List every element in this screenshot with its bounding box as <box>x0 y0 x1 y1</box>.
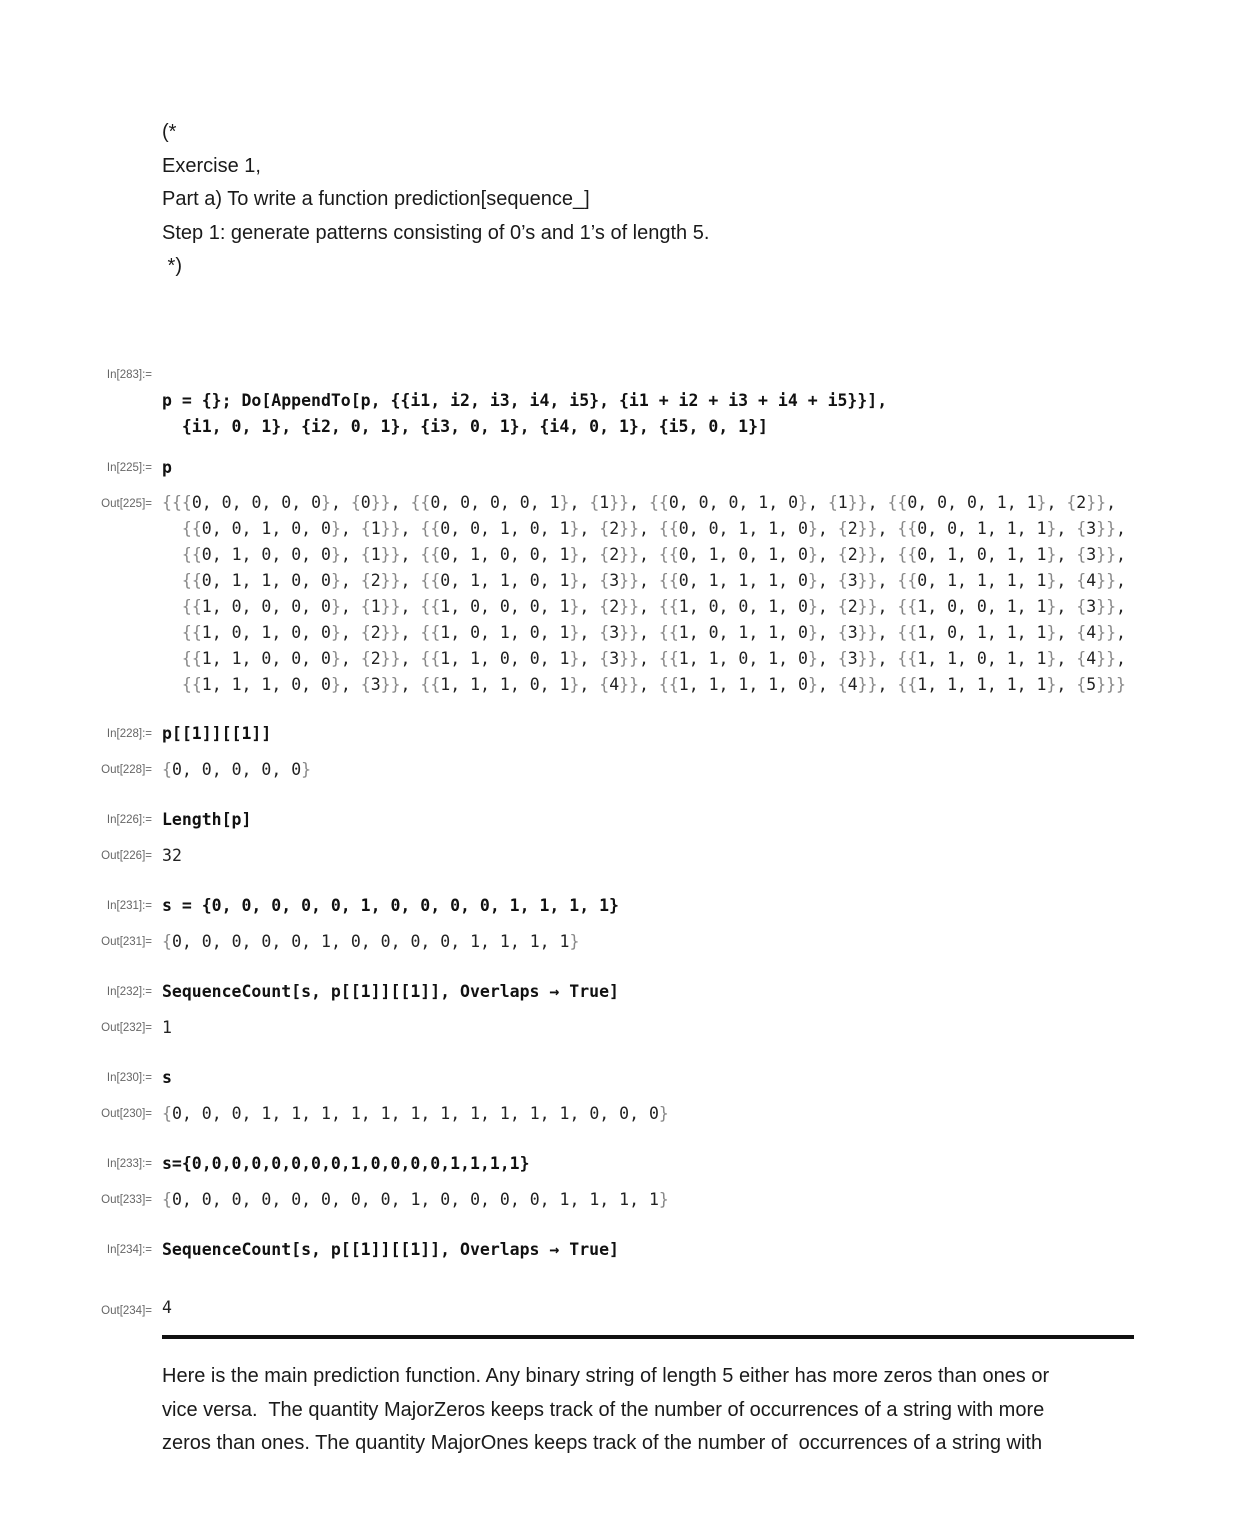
cell-label: Out[234]= <box>101 1305 152 1317</box>
cell-output-line: {0, 0, 0, 1, 1, 1, 1, 1, 1, 1, 1, 1, 1, 1, 0, 0, 0} <box>162 1104 669 1123</box>
cell-code-line: p <box>162 458 172 477</box>
text-cell[interactable] <box>162 1360 1152 1461</box>
cell-label: In[232]:= <box>106 986 152 998</box>
cell-code-line: SequenceCount[s, p[[1]][[1]], Overlaps → True] <box>162 982 619 1001</box>
cell-label: Out[228]= <box>101 764 152 776</box>
comment-line: Step 1: generate patterns consisting of 0’s and 1’s of length 5. <box>162 221 710 244</box>
cell-code-line: s={0,0,0,0,0,0,0,0,1,0,0,0,0,1,1,1,1} <box>162 1154 530 1173</box>
comment-line: Part a) To write a function prediction[sequence_] <box>162 188 590 210</box>
cell-label: In[231]:= <box>106 900 152 912</box>
comment-cell[interactable] <box>162 116 709 284</box>
section-divider <box>162 1335 1134 1339</box>
cell-code-line: s <box>162 1068 172 1087</box>
cell-label: In[226]:= <box>106 814 152 826</box>
cell-label: In[234]:= <box>106 1244 152 1256</box>
cell-output-line: {0, 0, 0, 0, 0, 0, 0, 0, 1, 0, 0, 0, 0, 1, 1, 1, 1} <box>162 1190 669 1209</box>
cell-label: In[233]:= <box>106 1158 152 1170</box>
cell-label: Out[231]= <box>101 936 152 948</box>
cell-output-line: 4 <box>162 1298 172 1317</box>
comment-line: *) <box>162 255 182 277</box>
cell-output-line: 1 <box>162 1018 172 1037</box>
cell-label: In[230]:= <box>106 1072 152 1084</box>
text-line: vice versa. The quantity MajorZeros keeps track of the number of occurrences of a string with more <box>162 1398 1045 1421</box>
cell-output-line: {{0, 1, 0, 0, 0}, {1}}, {{0, 1, 0, 0, 1}, {2}}, {{0, 1, 0, 1, 0}, {2}}, {{0, 1, 0, 1, 1}, {3}}, <box>181 545 1126 564</box>
cell-code-line: p[[1]][[1]] <box>162 724 272 743</box>
cell-label: In[225]:= <box>106 462 152 474</box>
cell-code-line: SequenceCount[s, p[[1]][[1]], Overlaps → True] <box>162 1240 619 1259</box>
cell-output-line: {{0, 0, 1, 0, 0}, {1}}, {{0, 0, 1, 0, 1}, {2}}, {{0, 0, 1, 1, 0}, {2}}, {{0, 0, 1, 1, 1}, {3}}, <box>181 519 1126 538</box>
cell-label: Out[232]= <box>101 1022 152 1034</box>
comment-line: (* <box>162 121 177 143</box>
cell-label: Out[230]= <box>101 1108 152 1120</box>
cell-output-line: {{1, 0, 1, 0, 0}, {2}}, {{1, 0, 1, 0, 1}, {3}}, {{1, 0, 1, 1, 0}, {3}}, {{1, 0, 1, 1, 1}, {4}}, <box>181 623 1126 642</box>
cell-code-line: {i1, 0, 1}, {i2, 0, 1}, {i3, 0, 1}, {i4, 0, 1}, {i5, 0, 1}] <box>162 417 768 436</box>
cell-label: In[228]:= <box>106 728 152 740</box>
text-line: zeros than ones. The quantity MajorOnes keeps track of the number of occurrences of a string with <box>162 1432 1043 1454</box>
cell-code-line: s = {0, 0, 0, 0, 0, 1, 0, 0, 0, 0, 1, 1, 1, 1} <box>162 896 619 915</box>
cell-output-line: {{1, 1, 0, 0, 0}, {2}}, {{1, 1, 0, 0, 1}, {3}}, {{1, 1, 0, 1, 0}, {3}}, {{1, 1, 0, 1, 1}, {4}}, <box>181 649 1126 668</box>
cell-output-line: {{{0, 0, 0, 0, 0}, {0}}, {{0, 0, 0, 0, 1}, {1}}, {{0, 0, 0, 1, 0}, {1}}, {{0, 0, 0, 1, 1}, {2}}, <box>162 493 1116 512</box>
cell-output-line: {0, 0, 0, 0, 0, 1, 0, 0, 0, 0, 1, 1, 1, 1} <box>162 932 580 951</box>
cell-code-line: p = {}; Do[AppendTo[p, {{i1, i2, i3, i4, i5}, {i1 + i2 + i3 + i4 + i5}}], <box>162 391 888 410</box>
cell-label: Out[226]= <box>101 850 152 862</box>
cell-label: Out[225]= <box>101 498 152 510</box>
cell-output-line: {0, 0, 0, 0, 0} <box>162 760 312 779</box>
comment-line: Exercise 1, <box>162 154 261 177</box>
text-line: Here is the main prediction function. Any binary string of length 5 either has more zeros than ones or <box>162 1365 1050 1387</box>
cell-label: Out[233]= <box>101 1194 152 1206</box>
cell-code-line: Length[p] <box>162 810 252 829</box>
cell-output-line: {{0, 1, 1, 0, 0}, {2}}, {{0, 1, 1, 0, 1}, {3}}, {{0, 1, 1, 1, 0}, {3}}, {{0, 1, 1, 1, 1}, {4}}, <box>181 571 1126 590</box>
cell-output-line: {{1, 1, 1, 0, 0}, {3}}, {{1, 1, 1, 0, 1}, {4}}, {{1, 1, 1, 1, 0}, {4}}, {{1, 1, 1, 1, 1}, {5}}} <box>181 675 1126 694</box>
cell-label: In[283]:= <box>106 369 152 381</box>
cell-output-line: 32 <box>162 846 182 865</box>
cell-output-line: {{1, 0, 0, 0, 0}, {1}}, {{1, 0, 0, 0, 1}, {2}}, {{1, 0, 0, 1, 0}, {2}}, {{1, 0, 0, 1, 1}, {3}}, <box>181 597 1126 616</box>
